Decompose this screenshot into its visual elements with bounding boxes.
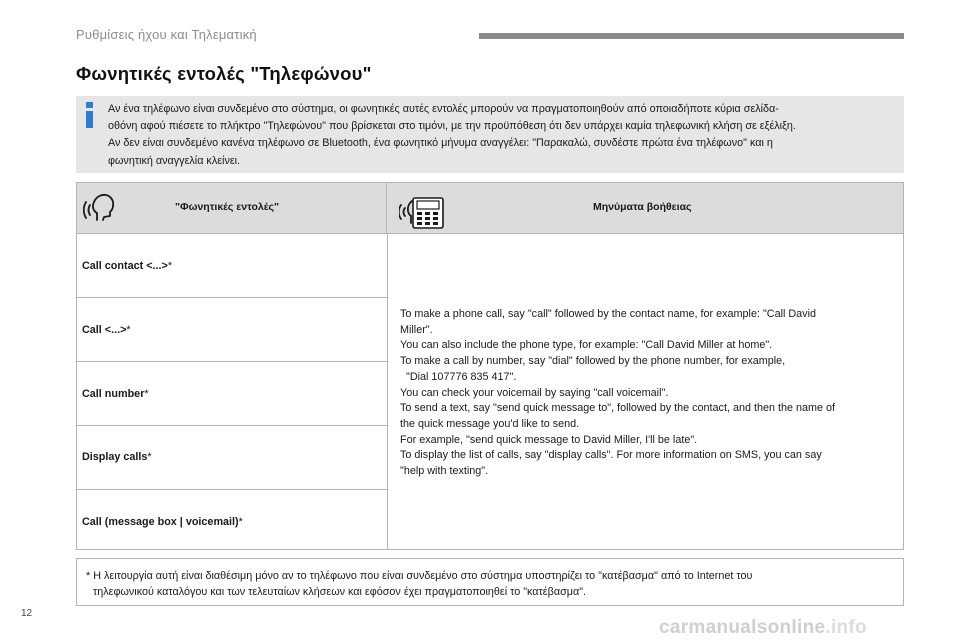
footnote-box [76,558,904,606]
footnote-line: * Η λειτουργία αυτή είναι διαθέσιμη μόνο αν το τηλέφωνο που είναι συνδεμένο στο σύστημα υποστηρίζει το "κατέβασμα" από το Internet του [86,570,753,582]
footnote-line: τηλεφωνικού καταλόγου και των τελευταίων κλήσεων και εφόσον έχει πραγματοποιηθεί το "κατέβασμα". [93,586,587,598]
info-line: Αν ένα τηλέφωνο είναι συνδεμένο στο σύστημα, οι φωνητικές αυτές εντολές μπορούν να πραγματοποιηθούν από οποιαδήποτε κύρια σελίδα- [108,103,779,115]
row-divider [77,297,387,298]
command-call-contact: Call contact <...>* [82,260,173,272]
command-call-voicemail: Call (message box | voicemail)* [82,516,243,528]
table-header-help [387,183,903,233]
help-line: Miller". [400,323,433,336]
section-header: Ρυθμίσεις ήχου και Τηλεματική [76,27,257,42]
page-title: Φωνητικές εντολές "Τηλεφώνου" [76,63,372,84]
voice-command-icon [83,190,119,224]
voice-commands-table [76,182,904,550]
help-message-text [400,307,900,480]
column-divider [387,233,388,549]
command-call-number: Call number* [82,388,149,400]
watermark: carmanualsonline.info [659,617,867,638]
voice-help-phone-icon [399,190,447,230]
info-text [108,101,898,170]
help-line: "help with texting". [400,465,489,478]
header-label-help: Μηνύματα βοήθειας [593,201,692,213]
header-bar [479,33,904,39]
row-divider [77,489,387,490]
info-icon [84,102,96,128]
info-box [76,96,904,173]
footnote-text [86,568,866,600]
info-line: φωνητική αναγγελία κλείνει. [108,154,241,167]
table-header-commands [77,183,387,233]
help-line: the quick message you'd like to send. [400,417,580,430]
help-line: "Dial 107776 835 417". [400,370,517,383]
row-divider [77,233,903,234]
help-line: To send a text, say "send quick message to", followed by the contact, and then the name of [400,402,836,415]
help-line: To make a call by number, say "dial" followed by the phone number, for example, [400,355,786,368]
page-number: 12 [21,608,33,619]
info-line: οθόνη αφού πιέσετε το πλήκτρο "Τηλεφώνου" που βρίσκεται στο τιμόνι, με την προϋπόθεση ότι δεν υπάρχει καμία τηλεφωνική κλήση σε εξέλιξη. [108,120,796,133]
help-line: To make a phone call, say "call" followed by the contact name, for example: "Call David [400,308,816,320]
header-label-commands: "Φωνητικές εντολές" [175,201,279,213]
help-line: You can check your voicemail by saying "call voicemail". [400,386,669,399]
row-divider [77,425,387,426]
help-line: To display the list of calls, say "display calls". For more information on SMS, you can say [400,449,822,462]
command-call: Call <...>* [82,324,131,336]
help-line: For example, "send quick message to David Miller, I'll be late". [400,433,698,446]
row-divider [77,361,387,362]
info-line: Αν δεν είναι συνδεμένο κανένα τηλέφωνο σε Bluetooth, ένα φωνητικό μήνυμα αναγγέλει: "Παρακαλώ, συνδέστε πρώτα ένα τηλέφωνο" και η [108,137,773,150]
help-line: You can also include the phone type, for example: "Call David Miller at home". [400,339,773,352]
command-display-calls: Display calls* [82,451,152,463]
